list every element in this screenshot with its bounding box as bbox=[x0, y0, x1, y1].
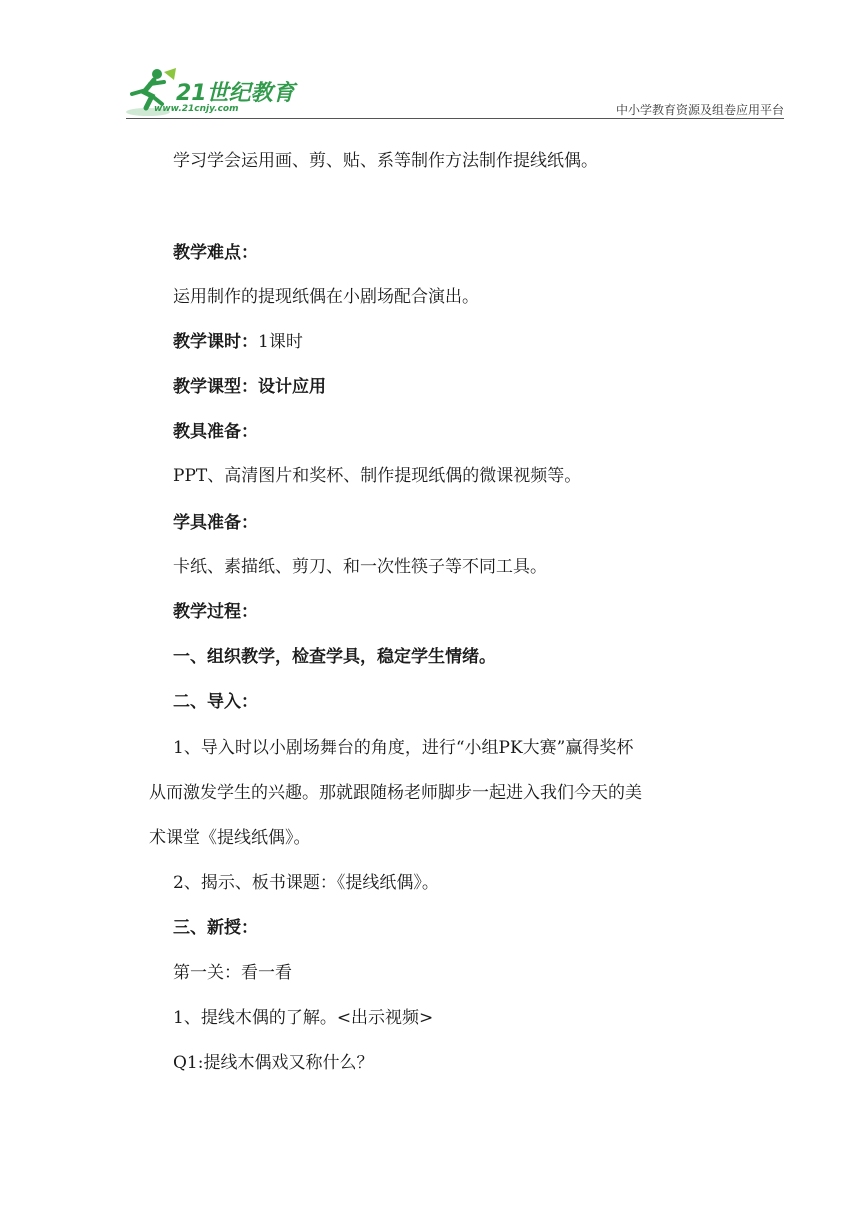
section-heading: 教学过程： bbox=[173, 602, 258, 622]
text-value: 1课时 bbox=[258, 332, 303, 352]
text-line: 运用制作的提现纸偶在小剧场配合演出。 bbox=[173, 287, 479, 307]
text-line: 卡纸、素描纸、剪刀、和一次性筷子等不同工具。 bbox=[173, 557, 547, 577]
text-line: 1、导入时以小剧场舞台的角度，进行“小组PK大赛”赢得奖杯 bbox=[173, 738, 634, 758]
text-line: 第一关：看一看 bbox=[173, 963, 292, 983]
logo bbox=[124, 64, 294, 120]
text-line bbox=[173, 331, 303, 353]
logo-url: www.21cnjy.com bbox=[154, 104, 239, 114]
text-line: Q1:提线木偶戏又称什么？ bbox=[173, 1053, 374, 1073]
section-heading: 教学课型：设计应用 bbox=[173, 377, 326, 397]
text-line: 术课堂《提线纸偶》。 bbox=[149, 828, 311, 848]
page-header bbox=[0, 0, 860, 120]
logo-text: 21世纪教育 bbox=[176, 81, 295, 106]
text-line: 学习学会运用画、剪、贴、系等制作方法制作提线纸偶。 bbox=[173, 151, 598, 171]
section-heading: 二、导入： bbox=[173, 692, 258, 712]
section-heading: 教学难点： bbox=[173, 243, 258, 263]
text-line: PPT、高清图片和奖杯、制作提现纸偶的微课视频等。 bbox=[173, 466, 582, 486]
text-line: 1、提线木偶的了解。<出示视频> bbox=[173, 1008, 434, 1028]
section-heading: 一、组织教学，检查学具，稳定学生情绪。 bbox=[173, 647, 496, 667]
platform-label: 中小学教育资源及组卷应用平台 bbox=[615, 103, 784, 117]
header-divider bbox=[126, 118, 784, 119]
section-heading: 教学课时： bbox=[173, 332, 258, 352]
text-line: 2、揭示、板书课题：《提线纸偶》。 bbox=[173, 873, 439, 893]
section-heading: 三、新授： bbox=[173, 918, 258, 938]
section-heading: 学具准备： bbox=[173, 513, 258, 533]
text-line: 从而激发学生的兴趣。那就跟随杨老师脚步一起进入我们今天的美 bbox=[149, 783, 642, 803]
section-heading: 教具准备： bbox=[173, 422, 258, 442]
